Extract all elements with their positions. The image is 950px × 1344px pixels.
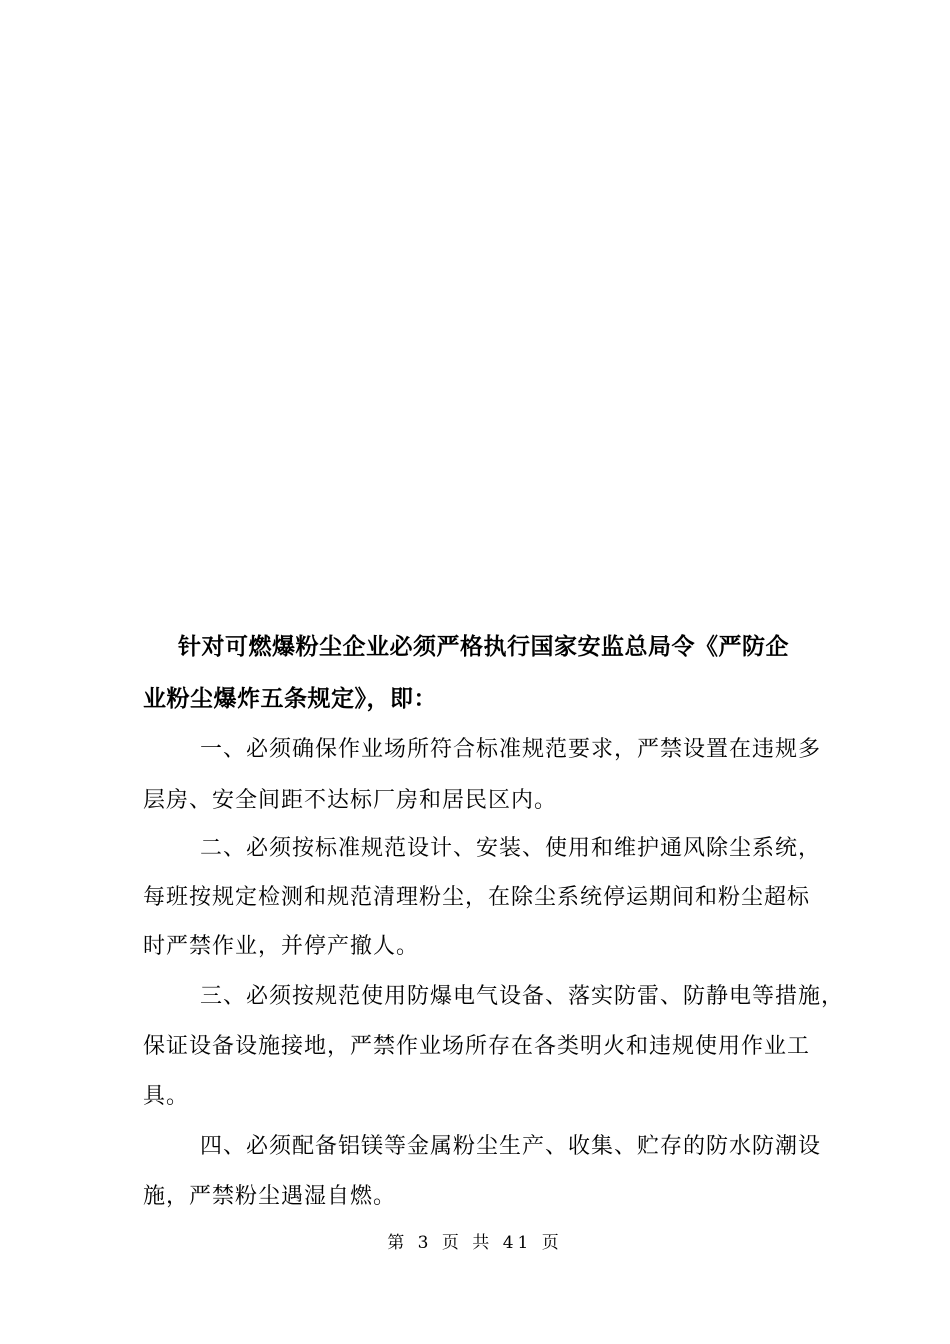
item-1-line-1: 一、必须确保作业场所符合标准规范要求，严禁设置在违规多 [200, 737, 822, 762]
item-1-line-2: 层房、安全间距不达标厂房和居民区内。 [143, 788, 558, 813]
item-2-line-2: 每班按规定检测和规范清理粉尘，在除尘系统停运期间和粉尘超标 [143, 885, 811, 910]
item-3-line-1: 三、必须按规范使用防爆电气设备、落实防雷、防静电等措施， [200, 984, 845, 1009]
heading-line-2: 业粉尘爆炸五条规定》，即： [143, 686, 437, 712]
item-2-line-1: 二、必须按标准规范设计、安装、使用和维护通风除尘系统， [200, 836, 822, 861]
item-2-line-3: 时严禁作业，并停产撤人。 [143, 934, 420, 959]
item-3-line-3: 具。 [143, 1084, 190, 1109]
item-4-line-2: 施，严禁粉尘遇湿自燃。 [143, 1184, 397, 1209]
page-number-footer: 第 3 页 共 41 页 [387, 1233, 563, 1253]
item-3-line-2: 保证设备设施接地，严禁作业场所存在各类明火和违规使用作业工 [143, 1034, 811, 1059]
heading-line-1: 针对可燃爆粉尘企业必须严格执行国家安监总局令《严防企 [178, 634, 789, 660]
item-4-line-1: 四、必须配备铝镁等金属粉尘生产、收集、贮存的防水防潮设 [200, 1134, 822, 1159]
